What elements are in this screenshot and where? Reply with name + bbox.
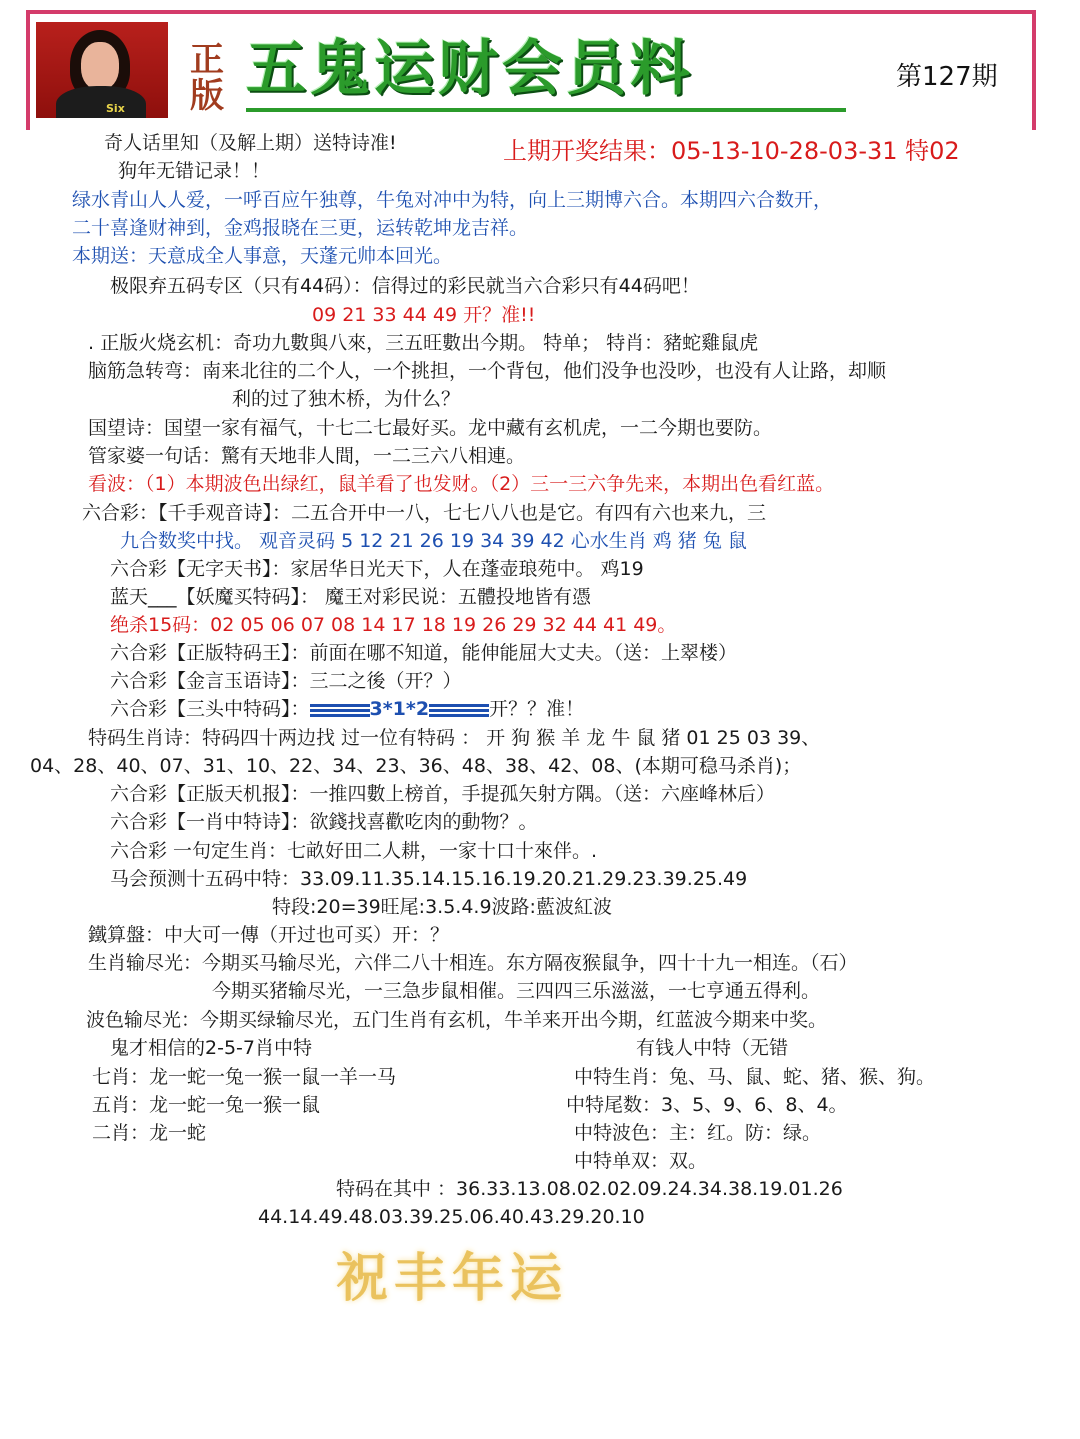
line-five-zodiac: 五肖：龙一蛇一兔一猴一鼠 <box>92 1094 321 1116</box>
line-zodiac-poem-2: 04、28、40、07、31、10、22、34、23、36、48、38、42、08、(本期可稳马杀肖)； <box>30 755 802 777</box>
three-heads-code: 3*1*2 <box>369 698 430 720</box>
line-iron-abacus: 鐵算盤：中大可一傳（开过也可买）开：？ <box>88 924 450 946</box>
bars-left <box>310 703 370 717</box>
line-poem-1: 绿水青山人人爱，一呼百应午独尊，牛兔对冲中为特，向上三期博六合。本期四六合数开， <box>72 189 833 211</box>
line-special-odd-even: 中特单双：双。 <box>574 1150 708 1172</box>
footer-blessing-art: 祝丰年运 <box>336 1248 569 1309</box>
line-rich-people: 有钱人中特（无错 <box>636 1037 789 1059</box>
line-golden-words: 六合彩【金言玉语诗】：三二之後（开？） <box>110 670 462 692</box>
line-horse-forecast: 马会预测十五码中特：33.09.11.35.14.15.16.19.20.21.29.23.39.25.49 <box>110 868 748 890</box>
line-housekeeper: 管家婆一句话：驚有天地非人間，一二三六八相連。 <box>88 445 526 467</box>
authentic-seal: 正版 <box>190 40 224 116</box>
line-special-segment: 特段:20=39旺尾:3.5.4.9波路:藍波紅波 <box>272 896 612 918</box>
line-send: 本期送：天意成全人事意，天蓬元帅本回光。 <box>72 245 453 267</box>
line-one-sentence: 六合彩 一句定生肖：七畝好田二人耕，一家十口十來伴。. <box>110 840 598 862</box>
bars-right <box>429 703 489 717</box>
line-two-zodiac: 二肖：龙一蛇 <box>92 1122 207 1144</box>
header-frame-right <box>1032 10 1036 130</box>
line-zodiac-poem-1: 特码生肖诗：特码四十两边找 过一位有特码 ： 开 狗 猴 羊 龙 牛 鼠 猪 01 25 03 39、 <box>88 727 821 749</box>
line-demon: 蓝天___【妖魔买特码】： 魔王对彩民说：五體投地皆有憑 <box>110 586 592 608</box>
page-title: 五鬼运财会员料 <box>246 34 694 104</box>
line-zodiac-lose-2: 今期买猪输尽光，一三急步鼠相催。三四四三乐滋滋，一七亨通五得利。 <box>212 980 821 1002</box>
line-special-tail: 中特尾数：3、5、9、6、8、4。 <box>566 1094 848 1116</box>
line-fire-mystery: . 正版火烧玄机：奇功九數與八來，三五旺數出今期。 特单； 特肖：豬蛇雞鼠虎 <box>88 332 759 354</box>
issue-number: 第127期 <box>896 62 998 92</box>
line-special-zodiac: 中特生肖：兔、马、鼠、蛇、猪、猴、狗。 <box>574 1066 936 1088</box>
line-code-within-1: 特码在其中 ：36.33.13.08.02.02.09.24.34.38.19.01.26 <box>336 1178 843 1200</box>
line-limit-numbers: 09 21 33 44 49 开？准!! <box>312 304 536 326</box>
line-code-king: 六合彩【正版特码王】：前面在哪不知道，能伸能屈大丈夫。（送：上翠楼） <box>110 642 738 664</box>
photo-tag: Six <box>106 102 125 115</box>
line-one-zodiac: 六合彩【一肖中特诗】：欲錢找喜歡吃肉的動物？。 <box>110 811 538 833</box>
title-underline <box>246 108 846 112</box>
three-heads-label: 六合彩【三头中特码】： <box>110 698 310 720</box>
line-wave-color: 看波：（1）本期波色出绿红，鼠羊看了也发财。（2）三一三六争先来，本期出色看红蓝。 <box>88 473 835 495</box>
three-heads-tail: 开？？准！ <box>489 698 585 720</box>
line-riddle-intro: 奇人话里知（及解上期）送特诗准! <box>104 132 397 154</box>
line-three-heads <box>110 696 584 722</box>
line-guanyin-1: 六合彩：【千手观音诗】：二五合开中一八，七七八八也是它。有四有六也来九，三 <box>82 502 767 524</box>
line-brain-teaser-2: 利的过了独木桥，为什么？ <box>232 388 461 410</box>
line-code-within-2: 44.14.49.48.03.39.25.06.40.43.29.20.10 <box>258 1206 645 1228</box>
portrait-photo <box>36 22 168 118</box>
line-special-wave: 中特波色：主：红。防：绿。 <box>574 1122 822 1144</box>
line-limit-zone: 极限弃五码专区（只有44码）：信得过的彩民就当六合彩只有44码吧！ <box>110 275 700 297</box>
line-wave-lose: 波色输尽光：今期买绿输尽光，五门生肖有玄机，牛羊来开出今期，红蓝波今期来中奖。 <box>86 1009 828 1031</box>
line-brain-teaser-1: 脑筋急转弯：南来北往的二个人，一个挑担，一个背包，他们没争也没吵，也没有人让路，却顺 <box>88 360 887 382</box>
line-seven-zodiac: 七肖：龙一蛇一兔一猴一鼠一羊一马 <box>92 1066 397 1088</box>
line-wordless-book: 六合彩【无字天书】：家居华日光天下，人在蓬壶琅苑中。 鸡19 <box>110 558 644 580</box>
line-ghost-talent: 鬼才相信的2-5-7肖中特 <box>110 1037 312 1059</box>
line-guowang-poem: 国望诗：国望一家有福气，十七二七最好买。龙中藏有玄机虎，一二今期也要防。 <box>88 417 773 439</box>
line-guanyin-2: 九合数奖中找。 观音灵码 5 12 21 26 19 34 39 42 心水生肖 鸡 猪 兔 鼠 <box>120 530 747 552</box>
line-kill-15: 绝杀15码：02 05 06 07 08 14 17 18 19 26 29 32 44 41 49。 <box>110 614 677 636</box>
line-record: 狗年无错记录！！ <box>118 160 271 182</box>
line-heaven-report: 六合彩【正版天机报】：一推四數上榜首，手提孤矢射方隅。（送：六座峰林后） <box>110 783 776 805</box>
last-draw-result: 上期开奖结果：05-13-10-28-03-31 特02 <box>503 137 960 165</box>
line-poem-2: 二十喜逢财神到，金鸡报晓在三更，运转乾坤龙吉祥。 <box>72 217 529 239</box>
line-zodiac-lose-1: 生肖输尽光：今期买马输尽光，六伴二八十相连。东方隔夜猴鼠争，四十十九一相连。（石） <box>88 952 858 974</box>
